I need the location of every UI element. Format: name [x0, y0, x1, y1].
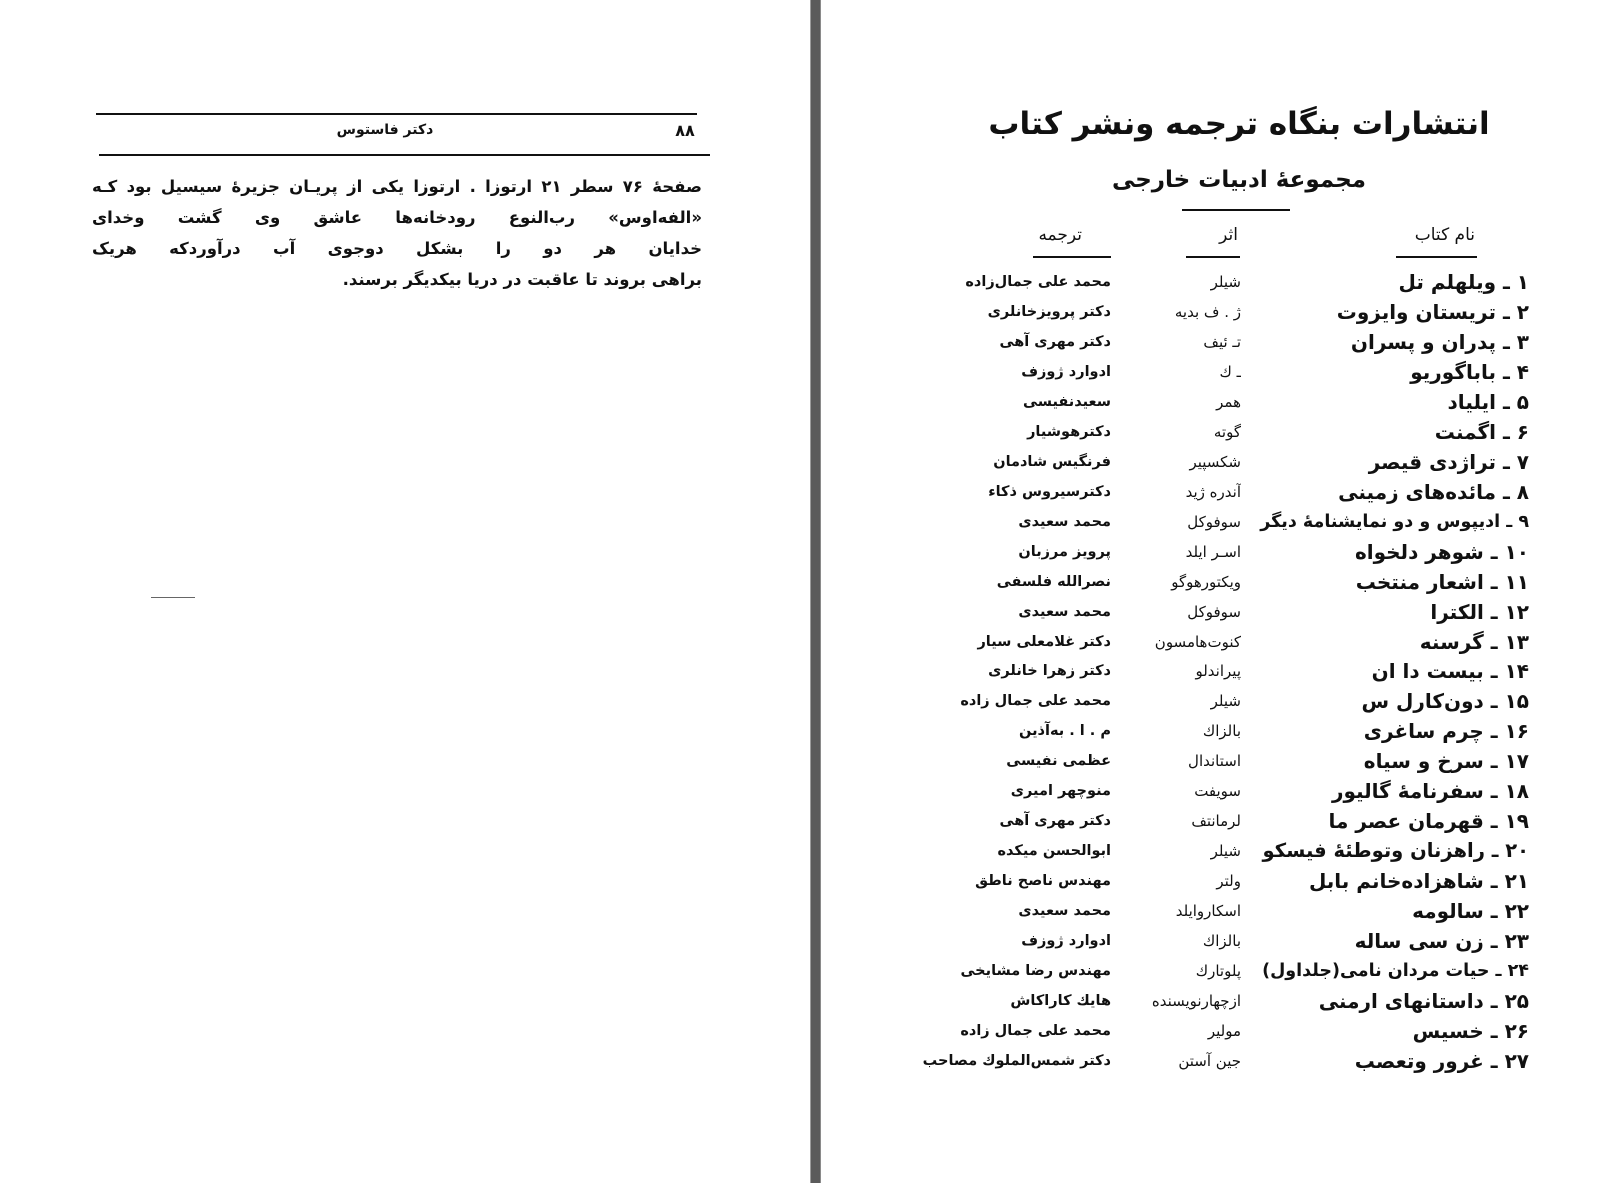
book-row — [821, 538, 1611, 566]
scan-mark — [151, 597, 195, 598]
book-row — [821, 598, 1611, 626]
book-title: ۱۵ ـ دون‌کارل س — [1361, 689, 1529, 714]
book-row — [821, 837, 1611, 865]
book-translator: ادوارد ژوزف — [1021, 933, 1111, 950]
book-row — [821, 478, 1611, 506]
book-title: ۱۸ ـ سفرنامهٔ گالیور — [1331, 779, 1529, 804]
right-page — [821, 0, 1611, 1183]
book-title: ۴ ـ باباگوریو — [1410, 359, 1529, 384]
book-author: گوته — [1213, 422, 1241, 441]
book-row — [821, 568, 1611, 596]
book-author: لرمانتف — [1191, 812, 1241, 831]
book-author: ویکتورهوگو — [1171, 572, 1241, 591]
book-translator: محمد علی جمال‌زاده — [965, 274, 1111, 290]
book-translator: مهندس ناصح ناطق — [975, 873, 1111, 890]
book-translator: محمد علی جمال زاده — [960, 1023, 1111, 1039]
book-title: ۲۰ ـ راهزنان وتوطئهٔ فیسکو — [1262, 839, 1529, 863]
publisher-title: انتشارات بنگاه ترجمه ونشر کتاب — [988, 106, 1490, 142]
book-author: پیراندلو — [1195, 662, 1241, 681]
book-author: شیلر — [1210, 692, 1241, 711]
book-translator: فرنگیس شادمان — [993, 453, 1111, 470]
book-translator: پرویز مرزبان — [1018, 543, 1111, 560]
book-author: ژ . ف بدیه — [1174, 302, 1241, 321]
book-row — [821, 777, 1611, 805]
book-title: ۵ ـ ایلیاد — [1447, 389, 1529, 414]
book-row — [821, 268, 1611, 296]
book-translator: سعیدنفیسی — [1023, 393, 1111, 410]
column-header-book: نام کتاب — [1414, 225, 1475, 245]
book-translator: دکتر مهری آهی — [999, 333, 1111, 350]
footnote-line: خدایان هر دو را بشکل دوجوی آب درآوردکه هریک — [92, 239, 702, 258]
book-translator: مهندس رضا مشایخی — [960, 963, 1111, 980]
page-number: ۸۸ — [675, 121, 695, 140]
book-title: ۸ ـ مائده‌های زمینی — [1338, 479, 1529, 504]
book-translator: محمد سعیدی — [1018, 603, 1111, 620]
book-author: بالزاك — [1202, 932, 1241, 951]
book-title: ۲۵ ـ داستانهای ارمنی — [1318, 989, 1529, 1014]
book-title: ۱۳ ـ گرسنه — [1419, 629, 1529, 654]
footnote-paragraph — [92, 171, 702, 295]
book-title: ۱۴ ـ بیست دا ان — [1371, 659, 1529, 684]
book-translator: هایك کاراکاش — [1010, 993, 1111, 1010]
book-row — [821, 298, 1611, 326]
column-header-translator: ترجمه — [1038, 225, 1082, 245]
book-title: ۱۲ ـ الکترا — [1430, 599, 1529, 624]
book-row — [821, 807, 1611, 835]
book-author: تـ ئیف — [1203, 332, 1241, 351]
book-title: ۱ ـ ویلهلم تل — [1398, 270, 1529, 294]
book-row — [821, 747, 1611, 775]
book-author: ـ ك — [1219, 362, 1241, 381]
footnote-line: براهی بروند تا عاقبت در دریا بیکدیگر برسند. — [342, 270, 702, 289]
book-author: اسـر ایلد — [1185, 542, 1241, 561]
book-author: شیلر — [1210, 273, 1241, 291]
book-row — [821, 358, 1611, 386]
book-row — [821, 448, 1611, 476]
running-head-title: دکتر فاستوس — [336, 122, 434, 138]
book-author: پلوتارك — [1195, 962, 1241, 981]
footnote-line: «الفه‌اوس» رب‌النوع رودخانه‌ها عاشق وی گشت وخدای — [92, 208, 702, 227]
book-author: شکسپیر — [1189, 452, 1241, 471]
book-author: سوفوکل — [1187, 512, 1241, 531]
book-translator: م . ا . به‌آذین — [1019, 723, 1111, 740]
book-row — [821, 717, 1611, 745]
book-translator: دکتر زهرا خانلری — [988, 663, 1111, 680]
book-row — [821, 328, 1611, 356]
book-row — [821, 987, 1611, 1015]
book-row — [821, 388, 1611, 416]
book-title: ۲ ـ تریستان وایزوت — [1336, 299, 1529, 324]
book-row — [821, 897, 1611, 925]
book-title: ۲۳ ـ زن سی ساله — [1354, 929, 1529, 954]
column-header-author: اثر — [1219, 225, 1238, 245]
book-title: ۲۷ ـ غرور وتعصب — [1354, 1048, 1529, 1073]
book-row — [821, 418, 1611, 446]
book-translator: عظمی نفیسی — [1006, 753, 1111, 770]
book-row — [821, 957, 1611, 985]
book-author: مولیر — [1207, 1022, 1241, 1040]
book-title: ۱۱ ـ اشعار منتخب — [1355, 569, 1529, 594]
book-title: ۲۲ ـ سالومه — [1412, 899, 1529, 924]
book-translator: ادوارد ژوزف — [1021, 363, 1111, 380]
book-author: بالزاك — [1202, 722, 1241, 741]
book-author: سویفت — [1194, 782, 1241, 801]
book-translator: دکتر شمس‌الملوك مصاحب — [922, 1052, 1111, 1069]
book-translator: دکتر مهری آهی — [999, 813, 1111, 830]
book-translator: دکترسیروس ذکاء — [988, 483, 1111, 500]
book-title: ۱۷ ـ سرخ و سیاه — [1363, 749, 1529, 774]
book-author: آندره ژید — [1185, 482, 1241, 501]
book-row — [821, 508, 1611, 536]
book-translator: دکتر غلامعلی سیار — [977, 633, 1111, 650]
book-list — [821, 0, 1611, 1183]
book-translator: محمد علی جمال زاده — [960, 693, 1111, 710]
book-translator: منوچهر امیری — [1010, 783, 1111, 800]
book-title: ۲۱ ـ شاهزاده‌خانم بابل — [1308, 869, 1529, 894]
book-author: جین آستن — [1178, 1051, 1241, 1070]
book-title: ۱۶ ـ چرم ساغری — [1363, 719, 1529, 744]
book-title: ۷ ـ تراژدی قیصر — [1368, 449, 1529, 474]
book-title: ۲۴ ـ حیات مردان نامی(جلداول) — [1262, 961, 1529, 982]
book-title: ۹ ـ ادیپوس و دو نمایشنامهٔ دیگر — [1260, 511, 1529, 532]
book-translator: نصرالله فلسفی — [996, 573, 1111, 590]
book-title: ۱۰ ـ شوهر دلخواه — [1354, 539, 1529, 564]
book-author: کنوت‌هامسون — [1154, 632, 1241, 651]
book-author: ازچهارنویسنده — [1151, 992, 1241, 1011]
book-title: ۶ ـ اگمنت — [1434, 419, 1529, 444]
footnote-line: صفحهٔ ۷۶ سطر ۲۱ ارتوزا . ارتوزا یکی از پریـان جزیرهٔ سیسیل بود کـه — [92, 177, 702, 196]
book-translator: ابوالحسن میکده — [997, 843, 1111, 860]
book-author: ولتر — [1216, 872, 1241, 891]
book-author: شیلر — [1210, 842, 1241, 861]
book-row — [821, 628, 1611, 656]
book-row — [821, 927, 1611, 955]
book-row — [821, 867, 1611, 895]
running-head-bottom-rule — [99, 154, 710, 156]
running-head-top-rule — [96, 113, 697, 115]
book-author: استاندال — [1188, 752, 1241, 771]
book-row — [821, 1017, 1611, 1045]
book-row — [821, 1047, 1611, 1075]
book-translator: دکترهوشیار — [1027, 423, 1111, 440]
book-title: ۳ ـ پدران و پسران — [1350, 329, 1529, 354]
book-title: ۱۹ ـ قهرمان عصر ما — [1328, 809, 1529, 834]
book-row — [821, 657, 1611, 685]
book-translator: محمد سعیدی — [1018, 903, 1111, 920]
book-author: سوفوکل — [1187, 602, 1241, 621]
book-row — [821, 687, 1611, 715]
book-translator: دکتر پرویزخانلری — [987, 303, 1111, 320]
book-translator: محمد سعیدی — [1018, 513, 1111, 530]
page-spread-divider — [810, 0, 821, 1183]
book-author: اسکاروایلد — [1175, 902, 1241, 921]
series-subtitle: مجموعهٔ ادبیات خارجی — [1111, 167, 1367, 193]
book-author: همر — [1216, 392, 1241, 411]
book-title: ۲۶ ـ خسیس — [1412, 1019, 1529, 1043]
